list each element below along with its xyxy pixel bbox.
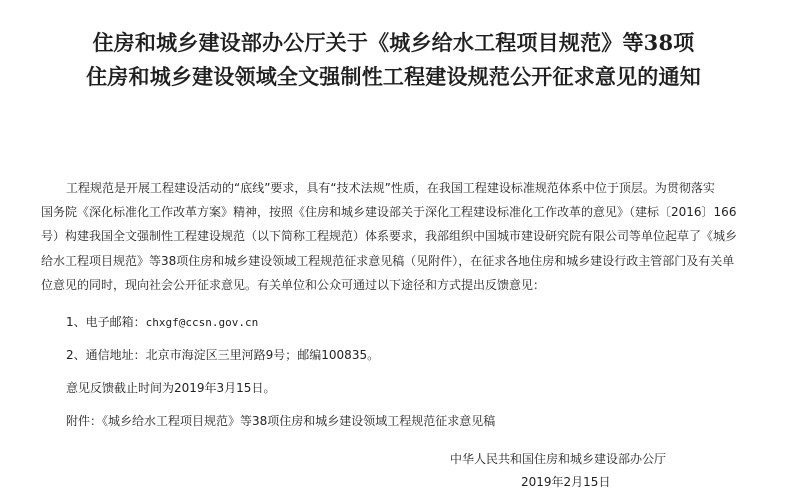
paragraph-line: 号）构建我国全文强制性工程建设规范（以下简称工程规范）体系要求，我部组织中国城市建设研究院有限公司等单位起草了《城乡 xyxy=(41,229,738,244)
body-paragraph xyxy=(41,176,749,297)
paragraph-line: 工程规范是开展工程建设活动的“底线”要求，具有“技术法规”性质，在我国工程建设标准规范体系中位于顶层。为贯彻落实 xyxy=(66,181,715,195)
signature-org: 中华人民共和国住房和城乡建设部办公厅 xyxy=(450,452,667,466)
paragraph-line: 国务院《深化标准化工作改革方案》精神，按照《住房和城乡建设部关于深化工程建设标准化工作改革的意见》（建标〔2016〕166 xyxy=(41,205,737,220)
document-title-line-2: 住房和城乡建设领域全文强制性工程建设规范公开征求意见的通知 xyxy=(86,64,701,89)
deadline-text: 意见反馈截止时间为2019年3月15日。 xyxy=(66,381,276,395)
address-label: 2、通信地址： xyxy=(66,348,146,362)
address-value: 北京市海淀区三里河路9号；邮编100835。 xyxy=(145,348,380,362)
paragraph-line: 给水工程项目规范》等38项住房和城乡建设领域工程规范征求意见稿（见附件），在征求各地住房和城乡建设行政主管部门及有关单 xyxy=(41,253,735,268)
paragraph-line: 位意见的同时，现向社会公开征求意见。有关单位和公众可通过以下途径和方式提出反馈意见： xyxy=(41,277,546,292)
signature-date: 2019年2月15日 xyxy=(521,475,611,489)
email-item xyxy=(66,313,258,330)
email-label: 1、电子邮箱： xyxy=(66,315,146,329)
document-title-line-1: 住房和城乡建设部办公厅关于《城乡给水工程项目规范》等38项 xyxy=(92,30,695,55)
address-item xyxy=(66,346,379,363)
email-link[interactable]: chxgf@ccsn.gov.cn xyxy=(145,316,259,329)
attachment-link[interactable]: 附件：《城乡给水工程项目规范》等38项住房和城乡建设领域工程规范征求意见稿 xyxy=(66,414,496,428)
